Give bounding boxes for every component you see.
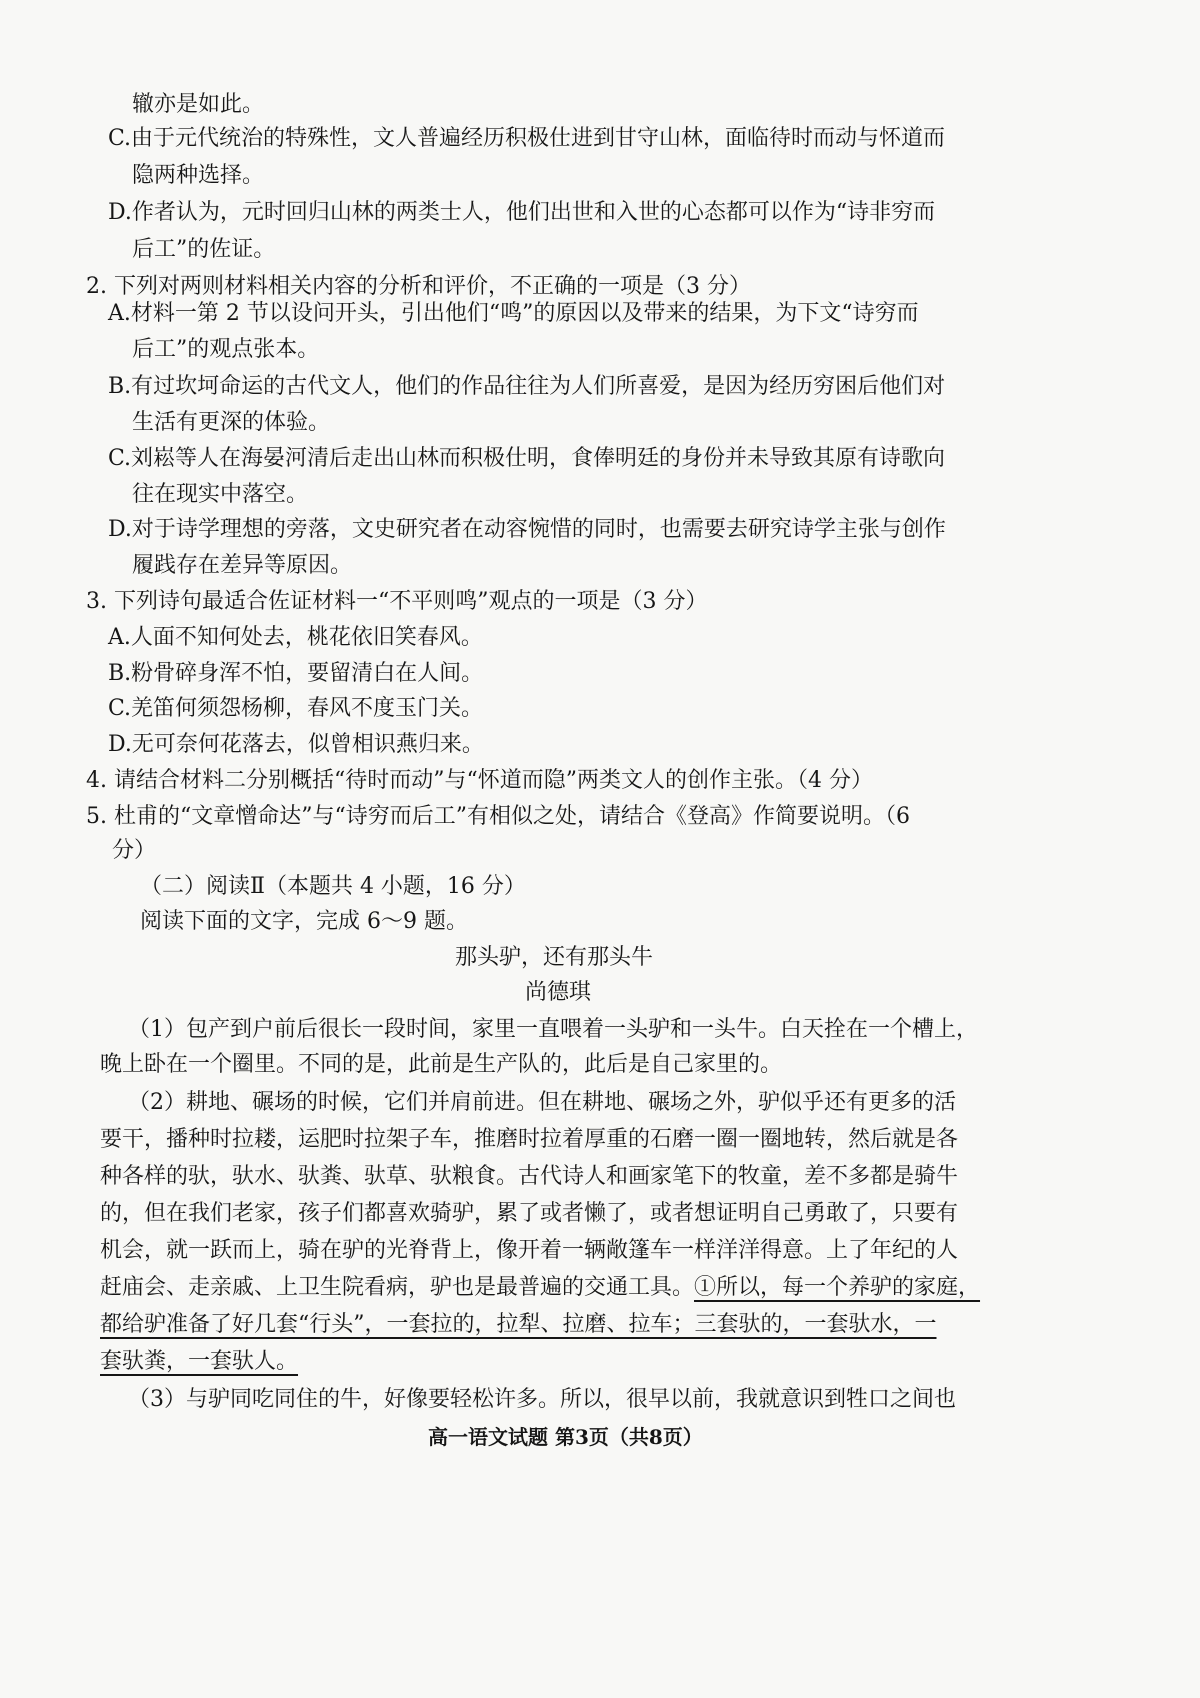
essay-p1-line2: 晚上卧在一个圈里。不同的是，此前是生产队的，此后是自己家里的。 bbox=[100, 1052, 783, 1077]
q2-option-b-line2: 生活有更深的体验。 bbox=[132, 410, 331, 435]
q3-option-d: D.无可奈何花落去，似曾相识燕归来。 bbox=[108, 732, 484, 757]
essay-p2-line1: （2）耕地、碾场的时候，它们并肩前进。但在耕地、碾场之外，驴似乎还有更多的活 bbox=[128, 1090, 956, 1115]
q1-option-c-line1: C.由于元代统治的特殊性，文人普遍经历积极仕进到甘守山林，面临待时而动与怀道而 bbox=[108, 126, 946, 151]
q2-option-a-line2: 后工”的观点张本。 bbox=[132, 337, 320, 362]
q1-option-d-line2: 后工”的佐证。 bbox=[132, 237, 276, 262]
q5-stem-line1: 5. 杜甫的“文章憎命达”与“诗穷而后工”有相似之处，请结合《登高》作简要说明。（6 bbox=[86, 804, 910, 829]
q1-option-c-line2: 隐两种选择。 bbox=[132, 163, 265, 188]
essay-p2-line4: 的，但在我们老家，孩子们都喜欢骑驴，累了或者懒了，或者想证明自己勇敢了，只要有 bbox=[100, 1201, 959, 1226]
q1-option-d-line1: D.作者认为，元时回归山林的两类士人，他们出世和入世的心态都可以作为“诗非穷而 bbox=[108, 200, 936, 225]
essay-p2-line6 bbox=[100, 1271, 980, 1305]
q1-option-b-continued: 辙亦是如此。 bbox=[132, 92, 265, 117]
q4-stem: 4. 请结合材料二分别概括“待时而动”与“怀道而隐”两类文人的创作主张。（4 分） bbox=[86, 768, 873, 793]
q5-stem-line2: 分） bbox=[112, 838, 157, 863]
q2-option-a-line1: A.材料一第 2 节以设问开头，引出他们“鸣”的原因以及带来的结果，为下文“诗穷而 bbox=[108, 301, 919, 326]
page-footer: 高一语文试题 第3页（共8页） bbox=[428, 1425, 703, 1449]
essay-p2-line3: 种各样的驮，驮水、驮粪、驮草、驮粮食。古代诗人和画家笔下的牧童，差不多都是骑牛 bbox=[100, 1164, 959, 1189]
essay-title: 那头驴，还有那头牛 bbox=[455, 945, 654, 970]
q2-option-c-line1: C.刘崧等人在海晏河清后走出山林而积极仕明，食俸明廷的身份并未导致其原有诗歌向 bbox=[108, 446, 946, 471]
q2-option-d-line2: 履践存在差异等原因。 bbox=[132, 553, 353, 578]
underlined-sentence-1-start: ①所以，每一个养驴的家庭， bbox=[694, 1275, 981, 1300]
q3-option-a: A.人面不知何处去，桃花依旧笑春风。 bbox=[108, 625, 483, 650]
essay-p2-line5: 机会，就一跃而上，骑在驴的光脊背上，像开着一辆敞篷车一样洋洋得意。上了年纪的人 bbox=[100, 1238, 959, 1263]
q2-option-d-line1: D.对于诗学理想的旁落，文史研究者在动容惋惜的同时，也需要去研究诗学主张与创作 bbox=[108, 517, 946, 542]
q3-stem: 3. 下列诗句最适合佐证材料一“不平则鸣”观点的一项是（3 分） bbox=[86, 589, 708, 614]
q2-option-c-line2: 往在现实中落空。 bbox=[132, 482, 309, 507]
underlined-sentence-1-middle: 都给驴准备了好几套“行头”，一套拉的，拉犁、拉磨、拉车；三套驮的，一套驮水，一 bbox=[100, 1312, 937, 1337]
essay-p1-line1: （1）包产到户前后很长一段时间，家里一直喂着一头驴和一头牛。白天拴在一个槽上， bbox=[128, 1017, 978, 1042]
q3-option-c: C.羌笛何须怨杨柳，春风不度玉门关。 bbox=[108, 696, 484, 721]
essay-p3-line1: （3）与驴同吃同住的牛，好像要轻松许多。所以，很早以前，我就意识到牲口之间也 bbox=[128, 1387, 956, 1412]
essay-p2-line2: 要干，播种时拉耧，运肥时拉架子车，推磨时拉着厚重的石磨一圈一圈地转，然后就是各 bbox=[100, 1127, 959, 1152]
section-instruction: 阅读下面的文字，完成 6～9 题。 bbox=[140, 909, 468, 934]
q2-stem: 2. 下列对两则材料相关内容的分析和评价，不正确的一项是（3 分） bbox=[86, 274, 751, 299]
underlined-sentence-1-end: 套驮粪，一套驮人。 bbox=[100, 1349, 299, 1374]
section-heading: （二）阅读Ⅱ（本题共 4 小题，16 分） bbox=[140, 874, 526, 899]
q2-option-b-line1: B.有过坎坷命运的古代文人，他们的作品往往为人们所喜爱，是因为经历穷困后他们对 bbox=[108, 374, 946, 399]
q3-option-b: B.粉骨碎身浑不怕，要留清白在人间。 bbox=[108, 661, 484, 686]
essay-p2-line6-plain: 赶庙会、走亲戚、上卫生院看病，驴也是最普遍的交通工具。 bbox=[100, 1275, 695, 1300]
essay-author: 尚德琪 bbox=[525, 980, 592, 1005]
